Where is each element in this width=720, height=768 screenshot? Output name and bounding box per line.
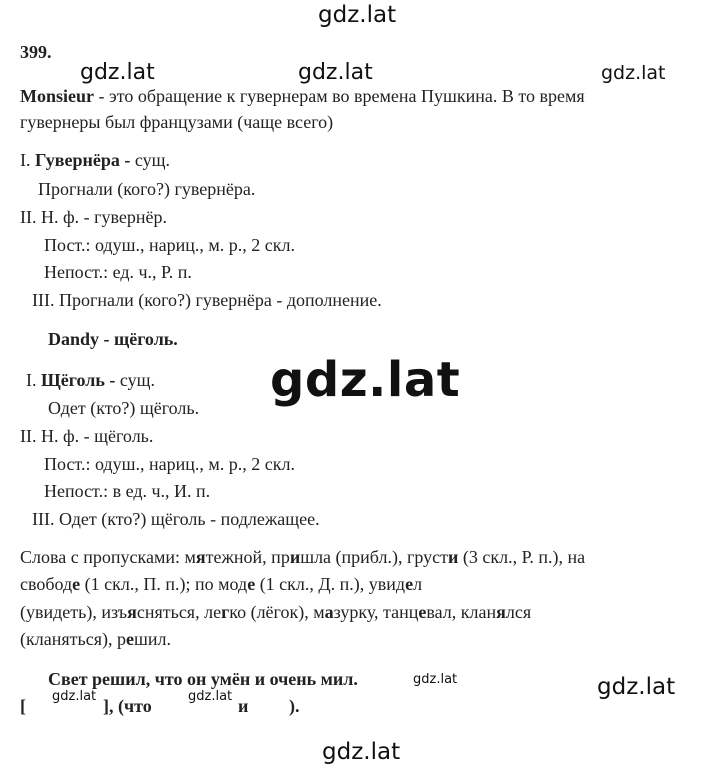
intro-term: Monsieur <box>20 86 94 106</box>
highlighted-letter: я <box>195 547 206 567</box>
word-text: л <box>413 574 423 594</box>
parse2-pos: сущ. <box>115 370 155 390</box>
parse1-line-5: Непост.: ед. ч., Р. п. <box>44 262 192 282</box>
parse2-word: Щёголь - <box>41 370 116 390</box>
scheme-conjunction: и <box>238 696 249 716</box>
highlighted-letter: е <box>247 574 256 594</box>
parse2-line-3: II. Н. ф. - щёголь. <box>20 426 154 446</box>
watermark-row-c: gdz.lat <box>601 62 666 84</box>
words-line-3 <box>20 603 531 621</box>
highlighted-letter: и <box>447 547 459 567</box>
highlighted-letter: г <box>221 602 230 622</box>
highlighted-letter: е <box>418 602 427 622</box>
watermark-bottom: gdz.lat <box>322 739 401 765</box>
watermark-top: gdz.lat <box>318 2 397 28</box>
watermark-big: gdz.lat <box>270 352 461 408</box>
parse1-line-4: Пост.: одуш., нариц., м. р., 2 скл. <box>44 235 295 255</box>
parse1-line-2: Прогнали (кого?) гувернёра. <box>38 179 256 199</box>
watermark-row-a: gdz.lat <box>80 60 155 85</box>
scheme-close-part: ], (что <box>103 696 152 716</box>
word-text: свобод <box>20 574 73 594</box>
scheme-end: ). <box>289 696 300 716</box>
word-text: сняться, ле <box>136 602 222 622</box>
highlighted-letter: я <box>496 602 506 622</box>
watermark-small-2: gdz.lat <box>52 689 97 704</box>
word-text: ко (лёгок), м <box>229 602 325 622</box>
parse2-title: Dandy - щёголь. <box>48 329 178 349</box>
parse1-pos: сущ. <box>130 150 170 170</box>
word-text: шил. <box>133 629 171 649</box>
parse2-line-6: III. Одет (кто?) щёголь - подлежащее. <box>32 509 320 529</box>
word-text: (3 скл., Р. п.), на <box>458 547 586 567</box>
watermark-right: gdz.lat <box>597 674 676 700</box>
word-text: зурку, танц <box>333 602 419 622</box>
highlighted-letter: а <box>324 602 334 622</box>
parse1-line-1 <box>20 151 170 169</box>
watermark-small-1: gdz.lat <box>413 672 458 687</box>
highlighted-letter: е <box>72 574 81 594</box>
words-line-4 <box>20 630 171 648</box>
highlighted-letter: и <box>289 547 301 567</box>
highlighted-letter: е <box>125 629 134 649</box>
intro-line-1-text: - это обращение к гувернерам во времена Пушкина. В то время <box>94 86 585 106</box>
word-text: Слова с пропусками: м <box>20 547 196 567</box>
word-text: (1 скл., П. п.); по мод <box>80 574 248 594</box>
word-text: тежной, пр <box>205 547 290 567</box>
parse2-line-4: Пост.: одуш., нариц., м. р., 2 скл. <box>44 454 295 474</box>
word-text: вал, клан <box>426 602 497 622</box>
word-text: (1 скл., Д. п.), увид <box>255 574 406 594</box>
intro-line-2: гувернеры был французами (чаще всего) <box>20 112 334 132</box>
word-text: лся <box>505 602 532 622</box>
word-text: шла (прибл.), груст <box>300 547 448 567</box>
parse1-prefix: I. <box>20 150 35 170</box>
watermark-row-b: gdz.lat <box>298 60 373 85</box>
sentence-text: Свет решил, что он умён и очень мил. <box>48 669 358 689</box>
parse1-word: Гувернёра - <box>35 150 131 170</box>
parse2-line-5: Непост.: в ед. ч., И. п. <box>44 481 211 501</box>
word-text: (кланяться), р <box>20 629 126 649</box>
parse2-prefix: I. <box>26 370 41 390</box>
word-text: (увидеть), изъ <box>20 602 128 622</box>
words-line-1 <box>20 548 585 566</box>
exercise-number: 399. <box>20 42 52 62</box>
highlighted-letter: я <box>127 602 137 622</box>
words-line-2 <box>20 575 422 593</box>
highlighted-letter: е <box>405 574 414 594</box>
parse1-line-3: II. Н. ф. - гувернёр. <box>20 207 168 227</box>
watermark-small-3: gdz.lat <box>188 689 233 704</box>
parse2-line-2: Одет (кто?) щёголь. <box>48 398 200 418</box>
parse2-line-1 <box>26 371 155 389</box>
scheme-open-bracket: [ <box>20 696 26 716</box>
intro-line-1 <box>20 87 585 105</box>
parse1-line-6: III. Прогнали (кого?) гувернёра - дополнение. <box>32 290 382 310</box>
